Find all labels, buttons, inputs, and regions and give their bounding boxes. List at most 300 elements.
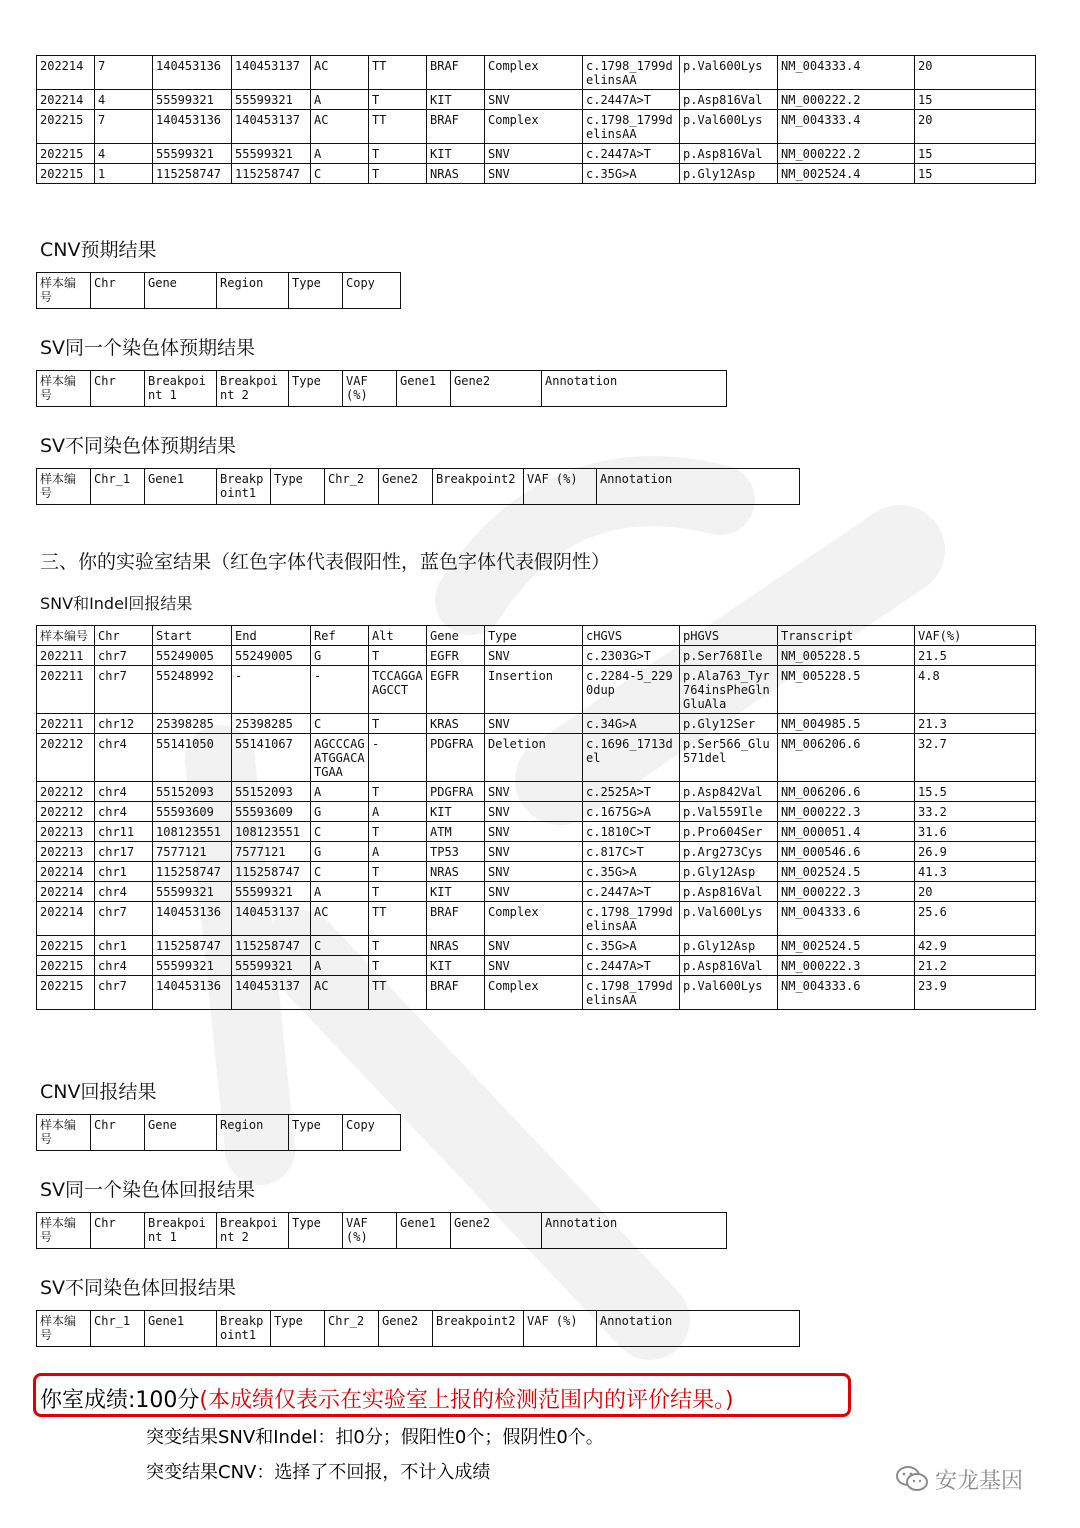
table-cell: NM_005228.5 <box>778 646 915 666</box>
table-cell: 15 <box>915 164 1036 184</box>
column-header: Region <box>217 273 289 309</box>
table-row <box>37 56 1036 90</box>
column-header: Copy <box>343 273 401 309</box>
table-cell: 55152093 <box>153 782 232 802</box>
table-cell: EGFR <box>427 646 485 666</box>
table-cell: AC <box>311 56 369 90</box>
table-cell: T <box>369 90 427 110</box>
column-header: Breakpoint 2 <box>217 1213 289 1249</box>
column-header: Annotation <box>597 469 800 505</box>
table-cell: p.Gly12Asp <box>680 862 778 882</box>
table-cell: 140453137 <box>232 56 311 90</box>
table-cell: c.1798_1799delinsAA <box>583 56 680 90</box>
table-cell: chr1 <box>95 862 153 882</box>
table-cell: chr7 <box>95 666 153 714</box>
table-cell: 42.9 <box>915 936 1036 956</box>
column-header: End <box>232 626 311 646</box>
column-header: VAF (%) <box>343 371 397 407</box>
table-cell: 55599321 <box>232 882 311 902</box>
table-cell: p.Gly12Asp <box>680 936 778 956</box>
column-header: Transcript <box>778 626 915 646</box>
table-cell: 115258747 <box>232 936 311 956</box>
table-cell: 115258747 <box>153 936 232 956</box>
table-cell: c.1696_1713del <box>583 734 680 782</box>
column-header: Gene2 <box>451 371 542 407</box>
column-header: Chr <box>91 273 145 309</box>
table-cell: 108123551 <box>153 822 232 842</box>
table-cell: 202215 <box>37 956 95 976</box>
table-row <box>37 144 1036 164</box>
table-cell: 202211 <box>37 646 95 666</box>
table-cell: 31.6 <box>915 822 1036 842</box>
table-cell: p.Asp816Val <box>680 882 778 902</box>
table-cell: p.Ser768Ile <box>680 646 778 666</box>
sv-same-reported-title: SV同一个染色体回报结果 <box>40 1179 256 1201</box>
table-cell: 140453137 <box>232 110 311 144</box>
table-cell: NM_000222.3 <box>778 882 915 902</box>
table-cell: NM_004333.4 <box>778 56 915 90</box>
table-cell: T <box>369 782 427 802</box>
header-row <box>37 1311 800 1347</box>
table-cell: chr7 <box>95 646 153 666</box>
column-header: VAF (%) <box>524 1311 597 1347</box>
table-cell: 55593609 <box>153 802 232 822</box>
column-header: Chr_1 <box>91 1311 145 1347</box>
table-cell: p.Gly12Ser <box>680 714 778 734</box>
header-row <box>37 1213 727 1249</box>
table-cell: 15 <box>915 144 1036 164</box>
table-cell: 21.5 <box>915 646 1036 666</box>
cnv-reported-title: CNV回报结果 <box>40 1081 157 1103</box>
table-cell: - <box>232 666 311 714</box>
table-cell: SNV <box>485 782 583 802</box>
column-header: 样本编号 <box>37 1115 91 1151</box>
table-cell: A <box>311 882 369 902</box>
table-cell: PDGFRA <box>427 734 485 782</box>
table-cell: 202215 <box>37 976 95 1010</box>
table-cell: NM_005228.5 <box>778 666 915 714</box>
table-cell: NM_002524.5 <box>778 936 915 956</box>
table-cell: p.Val600Lys <box>680 902 778 936</box>
table-cell: SNV <box>485 822 583 842</box>
table-cell: 202215 <box>37 110 95 144</box>
table-cell: - <box>311 666 369 714</box>
table-cell: chr11 <box>95 822 153 842</box>
table-cell: TT <box>369 110 427 144</box>
table-row <box>37 862 1036 882</box>
column-header: Chr <box>95 626 153 646</box>
table-cell: 55599321 <box>232 956 311 976</box>
table-cell: T <box>369 822 427 842</box>
table-cell: 7 <box>95 56 153 90</box>
table-cell: 115258747 <box>153 862 232 882</box>
table-cell: p.Gly12Asp <box>680 164 778 184</box>
table-cell: 55599321 <box>232 90 311 110</box>
table-cell: 202213 <box>37 822 95 842</box>
table-cell: NM_004333.6 <box>778 976 915 1010</box>
table-cell: SNV <box>485 936 583 956</box>
table-cell: 55599321 <box>232 144 311 164</box>
table-cell: AC <box>311 902 369 936</box>
table-cell: TP53 <box>427 842 485 862</box>
column-header: VAF (%) <box>343 1213 397 1249</box>
table-cell: 15.5 <box>915 782 1036 802</box>
table-cell: 21.2 <box>915 956 1036 976</box>
table-cell: 115258747 <box>153 164 232 184</box>
table-row <box>37 956 1036 976</box>
cnv-reported-table <box>36 1114 401 1151</box>
table-cell: SNV <box>485 882 583 902</box>
table-cell: 55599321 <box>153 956 232 976</box>
table-row <box>37 842 1036 862</box>
column-header: Breakpoint2 <box>433 469 524 505</box>
table-cell: c.2447A>T <box>583 144 680 164</box>
table-row <box>37 976 1036 1010</box>
table-cell: T <box>369 164 427 184</box>
table-cell: SNV <box>485 802 583 822</box>
table-cell: p.Ala763_Tyr764insPheGlnGluAla <box>680 666 778 714</box>
table-cell: T <box>369 862 427 882</box>
table-cell: T <box>369 956 427 976</box>
table-cell: TT <box>369 976 427 1010</box>
column-header: 样本编号 <box>37 626 95 646</box>
column-header: Chr <box>91 371 145 407</box>
header-row <box>37 371 727 407</box>
table-cell: p.Asp816Val <box>680 90 778 110</box>
table-cell: 33.2 <box>915 802 1036 822</box>
table-cell: c.1810C>T <box>583 822 680 842</box>
table-cell: NRAS <box>427 164 485 184</box>
table-cell: c.35G>A <box>583 862 680 882</box>
table-cell: c.1798_1799delinsAA <box>583 110 680 144</box>
table-cell: 202215 <box>37 144 95 164</box>
table-cell: 55141067 <box>232 734 311 782</box>
table-cell: BRAF <box>427 976 485 1010</box>
table-row <box>37 734 1036 782</box>
table-cell: c.35G>A <box>583 936 680 956</box>
table-cell: 55141050 <box>153 734 232 782</box>
header-row <box>37 273 401 309</box>
column-header: Type <box>271 1311 325 1347</box>
table-cell: NRAS <box>427 936 485 956</box>
table-cell: 25.6 <box>915 902 1036 936</box>
table-cell: p.Val600Lys <box>680 976 778 1010</box>
table-row <box>37 822 1036 842</box>
table-cell: c.2284-5_2290dup <box>583 666 680 714</box>
column-header: 样本编号 <box>37 1311 91 1347</box>
table-cell: AGCCCAGATGGACATGAA <box>311 734 369 782</box>
table-cell: G <box>311 842 369 862</box>
table-row <box>37 90 1036 110</box>
table-row <box>37 882 1036 902</box>
table-cell: 23.9 <box>915 976 1036 1010</box>
sv-same-reported-table <box>36 1212 727 1249</box>
table-cell: SNV <box>485 714 583 734</box>
table-cell: chr7 <box>95 902 153 936</box>
column-header: Ref <box>311 626 369 646</box>
table-cell: 4.8 <box>915 666 1036 714</box>
table-cell: ATM <box>427 822 485 842</box>
table-cell: p.Asp816Val <box>680 144 778 164</box>
table-cell: 15 <box>915 90 1036 110</box>
table-cell: KIT <box>427 802 485 822</box>
table-cell: Complex <box>485 902 583 936</box>
column-header: Gene1 <box>145 469 217 505</box>
table-cell: C <box>311 862 369 882</box>
table-cell: c.2447A>T <box>583 882 680 902</box>
sv-diff-expected-title: SV不同染色体预期结果 <box>40 435 237 457</box>
column-header: Alt <box>369 626 427 646</box>
table-cell: 202214 <box>37 882 95 902</box>
column-header: Chr <box>91 1213 145 1249</box>
table-cell: 4 <box>95 90 153 110</box>
table-cell: 21.3 <box>915 714 1036 734</box>
snv-reported-table <box>36 625 1036 1010</box>
table-cell: G <box>311 802 369 822</box>
table-cell: KIT <box>427 144 485 164</box>
table-cell: NM_000546.6 <box>778 842 915 862</box>
table-cell: PDGFRA <box>427 782 485 802</box>
table-cell: TT <box>369 56 427 90</box>
table-cell: c.2447A>T <box>583 90 680 110</box>
brand-watermark <box>895 1464 1023 1499</box>
table-cell: SNV <box>485 90 583 110</box>
table-row <box>37 666 1036 714</box>
table-cell: 4 <box>95 144 153 164</box>
table-cell: p.Pro604Ser <box>680 822 778 842</box>
column-header: Type <box>271 469 325 505</box>
column-header: Gene1 <box>397 371 451 407</box>
table-cell: c.2447A>T <box>583 956 680 976</box>
column-header: Gene1 <box>397 1213 451 1249</box>
table-cell: chr1 <box>95 936 153 956</box>
table-row <box>37 782 1036 802</box>
table-cell: 140453136 <box>153 56 232 90</box>
score-note: (本成绩仅表示在实验室上报的检测范围内的评价结果。) <box>199 1388 734 1413</box>
table-cell: p.Val600Lys <box>680 110 778 144</box>
table-cell: chr4 <box>95 956 153 976</box>
table-cell: C <box>311 822 369 842</box>
table-cell: 202214 <box>37 862 95 882</box>
table-cell: NM_004333.6 <box>778 902 915 936</box>
table-cell: 115258747 <box>232 164 311 184</box>
column-header: Chr <box>91 1115 145 1151</box>
sv-diff-reported-title: SV不同染色体回报结果 <box>40 1277 237 1299</box>
table-cell: C <box>311 714 369 734</box>
column-header: 样本编号 <box>37 273 91 309</box>
table-cell: NM_000222.3 <box>778 802 915 822</box>
table-cell: chr7 <box>95 976 153 1010</box>
table-cell: NM_000222.3 <box>778 956 915 976</box>
score-line <box>40 1383 734 1414</box>
table-cell: BRAF <box>427 110 485 144</box>
table-cell: p.Val600Lys <box>680 56 778 90</box>
table-cell: 108123551 <box>232 822 311 842</box>
sv-same-expected-title: SV同一个染色体预期结果 <box>40 337 256 359</box>
table-cell: EGFR <box>427 666 485 714</box>
table-cell: A <box>311 144 369 164</box>
column-header: Gene2 <box>451 1213 542 1249</box>
table-cell: 55599321 <box>153 882 232 902</box>
sv-diff-expected-table <box>36 468 800 505</box>
table-row <box>37 802 1036 822</box>
table-cell: - <box>369 734 427 782</box>
table-cell: 7577121 <box>153 842 232 862</box>
column-header: Chr_2 <box>325 469 379 505</box>
table-cell: chr12 <box>95 714 153 734</box>
column-header: Start <box>153 626 232 646</box>
table-cell: p.Ser566_Glu571del <box>680 734 778 782</box>
column-header: 样本编号 <box>37 371 91 407</box>
table-cell: 55248992 <box>153 666 232 714</box>
table-cell: KIT <box>427 956 485 976</box>
table-row <box>37 164 1036 184</box>
table-cell: c.2525A>T <box>583 782 680 802</box>
table-cell: Complex <box>485 976 583 1010</box>
table-cell: 115258747 <box>232 862 311 882</box>
table-cell: NRAS <box>427 862 485 882</box>
table-cell: T <box>369 882 427 902</box>
column-header: Annotation <box>542 1213 727 1249</box>
table-cell: TCCAGGAAGCCT <box>369 666 427 714</box>
column-header: 样本编号 <box>37 469 91 505</box>
table-cell: 55249005 <box>232 646 311 666</box>
table-cell: SNV <box>485 842 583 862</box>
header-row <box>37 1115 401 1151</box>
table-cell: C <box>311 164 369 184</box>
table-cell: 140453136 <box>153 902 232 936</box>
table-cell: T <box>369 936 427 956</box>
column-header: Gene <box>145 1115 217 1151</box>
table-cell: chr4 <box>95 882 153 902</box>
cnv-expected-title: CNV预期结果 <box>40 239 157 261</box>
column-header: Region <box>217 1115 289 1151</box>
table-cell: AC <box>311 110 369 144</box>
table-cell: NM_002524.4 <box>778 164 915 184</box>
table-cell: 25398285 <box>153 714 232 734</box>
table-cell: chr17 <box>95 842 153 862</box>
table-cell: 7577121 <box>232 842 311 862</box>
table-cell: c.2303G>T <box>583 646 680 666</box>
table-cell: NM_004333.4 <box>778 110 915 144</box>
table-cell: c.35G>A <box>583 164 680 184</box>
table-cell: 140453136 <box>153 976 232 1010</box>
table-cell: c.1798_1799delinsAA <box>583 976 680 1010</box>
table-cell: 202213 <box>37 842 95 862</box>
table-cell: 202211 <box>37 666 95 714</box>
table-cell: 140453136 <box>153 110 232 144</box>
column-header: Breakpoint1 <box>217 1311 271 1347</box>
column-header: Copy <box>343 1115 401 1151</box>
table-cell: 55599321 <box>153 144 232 164</box>
table-cell: T <box>369 714 427 734</box>
table-cell: 26.9 <box>915 842 1036 862</box>
table-cell: 202215 <box>37 164 95 184</box>
sv-diff-reported-table <box>36 1310 800 1347</box>
table-cell: 202212 <box>37 802 95 822</box>
table-cell: 202212 <box>37 782 95 802</box>
table-cell: 55593609 <box>232 802 311 822</box>
table-cell: KIT <box>427 882 485 902</box>
column-header: cHGVS <box>583 626 680 646</box>
table-cell: SNV <box>485 164 583 184</box>
table-cell: 202211 <box>37 714 95 734</box>
column-header: Chr_1 <box>91 469 145 505</box>
table-cell: 202212 <box>37 734 95 782</box>
column-header: Breakpoint 1 <box>145 371 217 407</box>
table-cell: c.817C>T <box>583 842 680 862</box>
table-cell: 20 <box>915 110 1036 144</box>
table-cell: SNV <box>485 646 583 666</box>
column-header: Breakpoint 2 <box>217 371 289 407</box>
table-cell: Complex <box>485 56 583 90</box>
column-header: Gene2 <box>379 469 433 505</box>
table-row <box>37 714 1036 734</box>
table-row <box>37 110 1036 144</box>
column-header: Breakpoint1 <box>217 469 271 505</box>
table-cell: AC <box>311 976 369 1010</box>
table-cell: 55249005 <box>153 646 232 666</box>
table-cell: A <box>311 90 369 110</box>
table-cell: NM_000051.4 <box>778 822 915 842</box>
table-cell: NM_000222.2 <box>778 90 915 110</box>
table-cell: 202215 <box>37 936 95 956</box>
table-cell: 20 <box>915 882 1036 902</box>
header-row <box>37 469 800 505</box>
table-cell: chr4 <box>95 782 153 802</box>
column-header: Chr_2 <box>325 1311 379 1347</box>
table-cell: c.34G>A <box>583 714 680 734</box>
table-cell: G <box>311 646 369 666</box>
column-header: VAF(%) <box>915 626 1036 646</box>
table-cell: Insertion <box>485 666 583 714</box>
table-cell: KIT <box>427 90 485 110</box>
table-cell: NM_002524.5 <box>778 862 915 882</box>
table-cell: 202214 <box>37 56 95 90</box>
column-header: Annotation <box>542 371 727 407</box>
table-row <box>37 902 1036 936</box>
column-header: Annotation <box>597 1311 800 1347</box>
column-header: Type <box>289 273 343 309</box>
table-cell: c.1675G>A <box>583 802 680 822</box>
table-cell: 55152093 <box>232 782 311 802</box>
table-cell: KRAS <box>427 714 485 734</box>
table-cell: SNV <box>485 862 583 882</box>
table-cell: C <box>311 936 369 956</box>
table-cell: NM_006206.6 <box>778 782 915 802</box>
table-cell: SNV <box>485 956 583 976</box>
score-label: 你室成绩:100分 <box>40 1388 200 1413</box>
table-cell: p.Asp816Val <box>680 956 778 976</box>
table-cell: Deletion <box>485 734 583 782</box>
table-cell: 202214 <box>37 90 95 110</box>
wechat-icon <box>895 1465 929 1499</box>
table-cell: chr4 <box>95 802 153 822</box>
table-cell: A <box>311 782 369 802</box>
table-cell: 32.7 <box>915 734 1036 782</box>
sv-same-expected-table <box>36 370 727 407</box>
table-cell: 1 <box>95 164 153 184</box>
column-header: Type <box>289 1115 343 1151</box>
cnv-expected-table <box>36 272 401 309</box>
header-row <box>37 626 1036 646</box>
brand-name: 安龙基因 <box>935 1469 1024 1494</box>
table-cell: A <box>311 956 369 976</box>
table-cell: TT <box>369 902 427 936</box>
table-cell: BRAF <box>427 56 485 90</box>
table-cell: 25398285 <box>232 714 311 734</box>
table-cell: T <box>369 144 427 164</box>
